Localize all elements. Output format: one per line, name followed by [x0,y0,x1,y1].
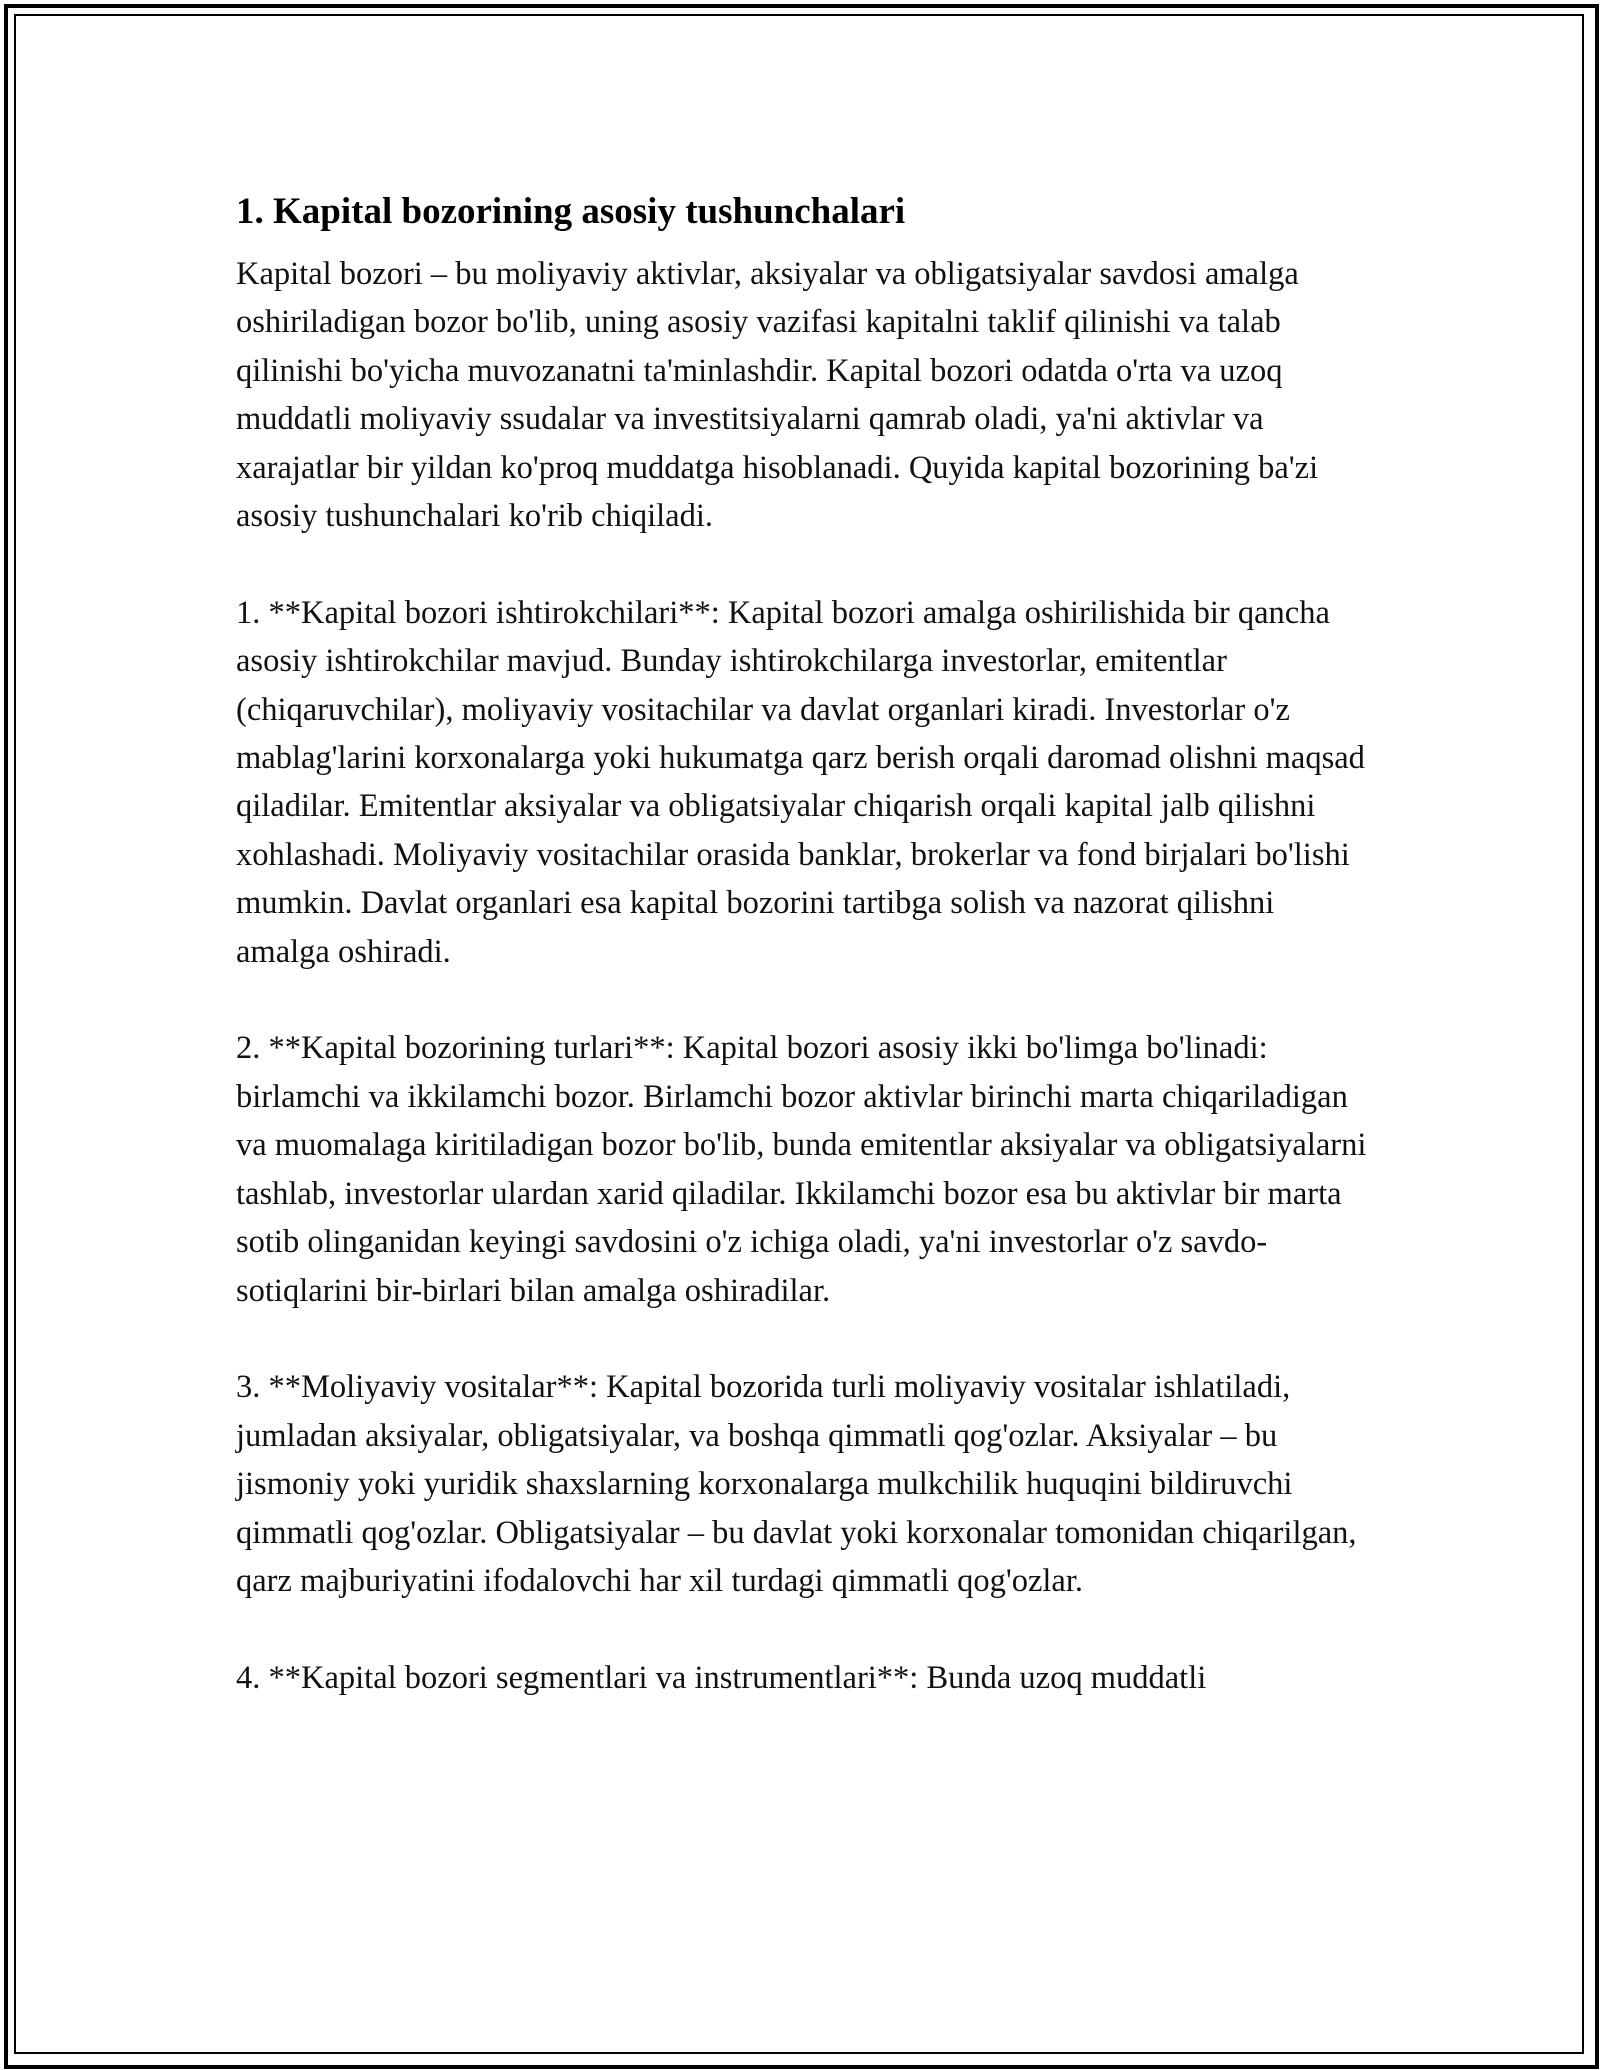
intro-paragraph: Kapital bozori – bu moliyaviy aktivlar, aksiyalar va obligatsiyalar savdosi amalga oshiriladigan bozor bo'lib, uning asosiy vazifasi kapitalni taklif qilinishi va talab qilinishi bo'yicha muvozanatni ta'minlashdir. Kapital bozori odatda o'rta va uzoq muddatli moliyaviy ssudalar va investitsiyalarni qamrab oladi, ya'ni aktivlar va xarajatlar bir yildan ko'proq muddatga hisoblanadi. Quyida kapital bozorining ba'zi asosiy tushunchalari ko'rib chiqiladi. [236,256,1319,535]
paragraph-segments: 4. **Kapital bozori segmentlari va instrumentlari**: Bunda uzoq muddatli [236,1659,1207,1696]
paragraph-participants: 1. **Kapital bozori ishtirokchilari**: Kapital bozori amalga oshirilishida bir qancha asosiy ishtirokchilar mavjud. Bunday ishtirokchilarga investorlar, emitentlar (chiqaruvchilar), moliyaviy vositachilar va davlat organlari kiradi. Investorlar o'z mablag'larini korxonalarga yoki hukumatga qarz berish orqali daromad olishni maqsad qiladilar. Emitentlar aksiyalar va obligatsiyalar chiqarish orqali kapital jalb qilishni xohlashadi. Moliyaviy vositachilar orasida banklar, brokerlar va fond birjalari bo'lishi mumkin. Davlat organlari esa kapital bozorini tartibga solish va nazorat qilishni amalga oshiradi. [236,594,1365,970]
paragraph-market-types: 2. **Kapital bozorining turlari**: Kapital bozori asosiy ikki bo'limga bo'linadi: birlamchi va ikkilamchi bozor. Birlamchi bozor aktivlar birinchi marta chiqariladigan va muomalaga kiritiladigan bozor bo'lib, bunda emitentlar aksiyalar va obligatsiyalarni tashlab, investorlar ulardan xarid qiladilar. Ikkilamchi bozor esa bu aktivlar bir marta sotib olinganidan keyingi savdosini o'z ichiga oladi, ya'ni investorlar o'z savdo-sotiqlarini bir-birlari bilan amalga oshiradilar. [236,1030,1367,1309]
paragraph-financial-instruments: 3. **Moliyaviy vositalar**: Kapital bozorida turli moliyaviy vositalar ishlatiladi, jumladan aksiyalar, obligatsiyalar, va boshqa qimmatli qog'ozlar. Aksiyalar – bu jismoniy yoki yuridik shaxslarning korxonalarga mulkchilik huquqini bildiruvchi qimmatli qog'ozlar. Obligatsiyalar – bu davlat yoki korxonalar tomonidan chiqarilgan, qarz majburiyatini ifodalovchi har xil turdagi qimmatli qog'ozlar. [236,1369,1357,1599]
document-body [236,184,1376,1751]
document-heading: 1. Kapital bozorining asosiy tushunchalari [236,191,906,232]
